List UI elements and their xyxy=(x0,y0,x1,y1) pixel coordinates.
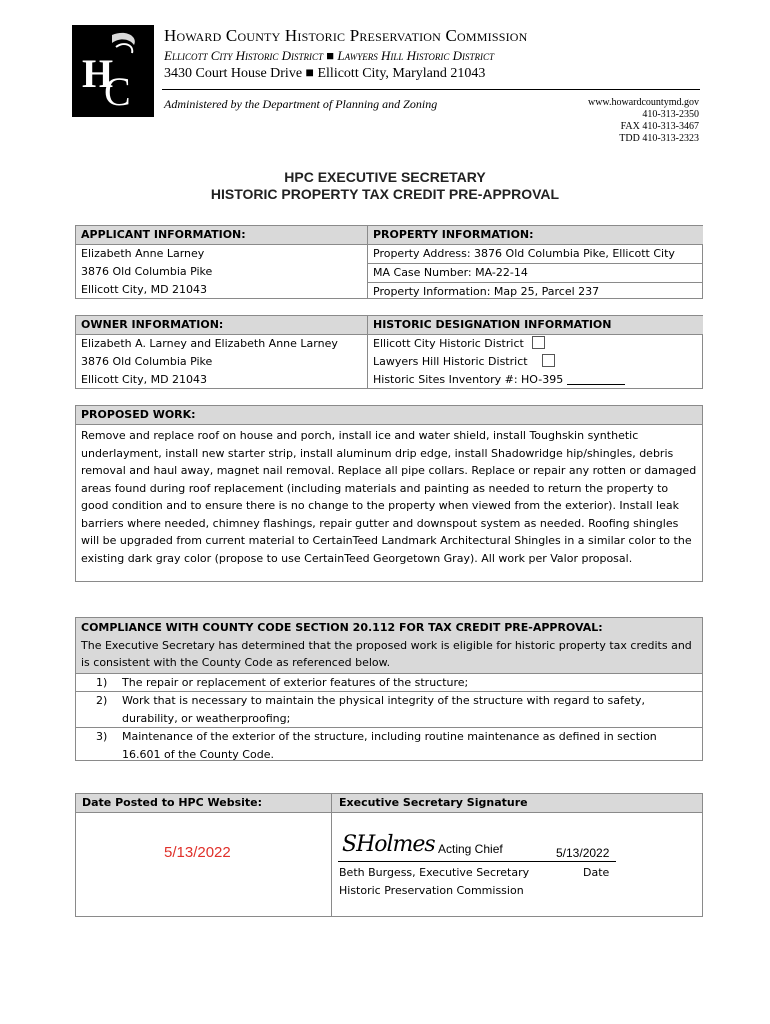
signature-heading: Executive Secretary Signature xyxy=(339,796,528,809)
address-line: 3430 Court House Drive ■ Ellicott City, Maryland 21043 xyxy=(164,66,486,81)
applicant-column xyxy=(76,226,367,298)
compliance-item: 2) Work that is necessary to maintain the physical integrity of the structure with regard to safety, durability, or weatherproofing; xyxy=(76,691,702,727)
historic-column xyxy=(367,316,703,388)
ellicott-checkbox[interactable] xyxy=(532,336,545,349)
header-divider xyxy=(162,89,700,90)
signer-org: Historic Preservation Commission xyxy=(339,884,524,897)
document-title xyxy=(0,169,770,203)
owner-column xyxy=(76,316,367,388)
svg-text:H: H xyxy=(82,51,114,96)
commission-title: Howard County Historic Preservation Commission xyxy=(164,26,528,45)
applicant-name: Elizabeth Anne Larney xyxy=(81,247,205,260)
applicant-property-box xyxy=(75,225,703,299)
applicant-city: Ellicott City, MD 21043 xyxy=(81,283,208,296)
signature-line xyxy=(338,861,616,862)
inventory-underline xyxy=(567,372,625,385)
owner-heading: OWNER INFORMATION: xyxy=(76,316,367,335)
owner-city: Ellicott City, MD 21043 xyxy=(81,373,208,386)
property-info: Property Information: Map 25, Parcel 237 xyxy=(373,285,600,298)
tdd-number: TDD 410-313-2323 xyxy=(619,133,699,144)
lawyers-checkbox[interactable] xyxy=(542,354,555,367)
signature-divider xyxy=(331,794,332,916)
historic-inventory xyxy=(368,371,703,389)
hpc-logo xyxy=(72,25,154,117)
contact-block xyxy=(588,97,699,145)
applicant-street: 3876 Old Columbia Pike xyxy=(81,265,213,278)
historic-heading: HISTORIC DESIGNATION INFORMATION xyxy=(368,316,703,335)
proposed-text: Remove and replace roof on house and porch, install ice and water shield, install Toughskin synthetic underlayment, install new starter strip, install aluminum drip edge, install Shadowridge hip/shingles, debris removal and haul away, magnet nail removal. Replace all pipe collars. Replace or repair any rotten or damaged areas found during roof replacement (including materials and painting as needed to return the property to good condition and to ensure there is no change to the property when viewed from the exterior). Install leak barriers where needed, chimney flashings, repair gutter and downspout system as needed. Roofing shingles will be upgraded from current material to CertainTeed Landmark Architectural Shingles in a similar color to the existing dark gray color (propose to use CertainTeed Georgetown Gray). All work per Valor proposal. xyxy=(81,429,697,565)
title-line-2: HISTORIC PROPERTY TAX CREDIT PRE-APPROVAL xyxy=(210,186,560,202)
inventory-label: Historic Sites Inventory #: HO-395 xyxy=(373,373,564,386)
compliance-list xyxy=(76,673,702,764)
acting-chief-text: Acting Chief xyxy=(438,842,503,856)
signature-box xyxy=(75,793,703,917)
lawyers-label: Lawyers Hill Historic District xyxy=(373,355,528,368)
historic-ellicott xyxy=(368,335,703,353)
compliance-item: 1) The repair or replacement of exterior features of the structure; xyxy=(96,675,469,689)
phone-number: 410-313-2350 xyxy=(642,109,699,120)
districts-line: Ellicott City Historic District ■ Lawyers Hill Historic District xyxy=(164,48,495,63)
ellicott-label: Ellicott City Historic District xyxy=(373,337,524,350)
historic-lawyers xyxy=(368,353,703,371)
property-case: MA Case Number: MA-22-14 xyxy=(368,264,703,283)
date-posted-value: 5/13/2022 xyxy=(164,844,231,861)
property-column xyxy=(367,226,703,298)
owner-street: 3876 Old Columbia Pike xyxy=(81,355,213,368)
compliance-intro: The Executive Secretary has determined that the proposed work is eligible for historic property tax credits and is consistent with the County Code as referenced below. xyxy=(81,638,692,669)
property-address: Property Address: 3876 Old Columbia Pike, Ellicott City xyxy=(368,245,703,264)
owner-name: Elizabeth A. Larney and Elizabeth Anne Larney xyxy=(81,337,338,350)
date-label: Date xyxy=(583,866,610,879)
signature-date-value: 5/13/2022 xyxy=(556,846,610,860)
compliance-item: 3) Maintenance of the exterior of the structure, including routine maintenance as defined in section 16.601 of the County Code. xyxy=(76,727,702,763)
title-line-1: HPC EXECUTIVE SECRETARY xyxy=(284,169,486,185)
proposed-heading: PROPOSED WORK: xyxy=(76,406,702,425)
website-link[interactable]: www.howardcountymd.gov xyxy=(587,97,699,108)
compliance-heading: COMPLIANCE WITH COUNTY CODE SECTION 20.112 FOR TAX CREDIT PRE-APPROVAL: xyxy=(81,621,603,634)
signer-name: Beth Burgess, Executive Secretary xyxy=(339,866,530,879)
compliance-header xyxy=(76,618,702,673)
property-heading: PROPERTY INFORMATION: xyxy=(368,226,703,245)
svg-text:C: C xyxy=(104,69,131,114)
handwritten-signature: SHolmes xyxy=(342,832,435,857)
fax-number: FAX 410-313-3467 xyxy=(620,121,699,132)
proposed-work-box xyxy=(75,405,703,582)
administered-by: Administered by the Department of Planning and Zoning xyxy=(164,97,438,111)
applicant-heading: APPLICANT INFORMATION: xyxy=(76,226,367,245)
owner-historic-box xyxy=(75,315,703,389)
date-posted-heading: Date Posted to HPC Website: xyxy=(82,796,263,809)
compliance-box xyxy=(75,617,703,761)
